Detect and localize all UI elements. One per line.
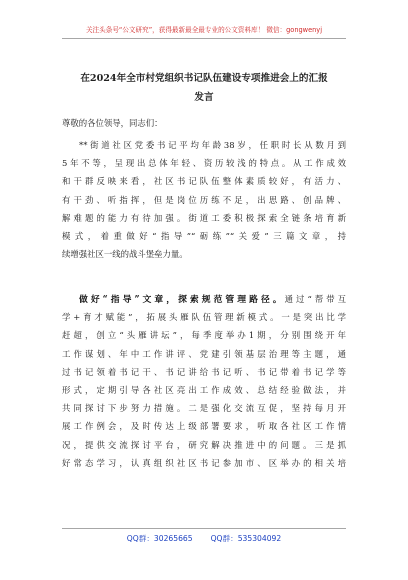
paragraph-1-line: 解难题的能力有待加强。街道工委积极探索全链条培育新 bbox=[62, 212, 346, 223]
footer-contacts bbox=[0, 533, 408, 544]
promo-banner: 关注头条号“公文研究”，获得最新最全最专业的公文资料库！ 微信：gongwenyj bbox=[85, 26, 323, 34]
paragraph-1-line: **街道社区党委书记平均年龄38岁，任职时长从数月到 bbox=[79, 140, 346, 150]
document-title-line-2: 发言 bbox=[194, 92, 214, 103]
paragraph-2-line: 展工作例会，及时传达上级部署要求，听取各社区工作情 bbox=[62, 421, 346, 432]
paragraph-1-line: 续增强社区一线的战斗堡垒力量。 bbox=[62, 249, 188, 260]
paragraph-2-first-line-rest: 通过“帮带互 bbox=[284, 294, 346, 304]
qq-group-2: QQ群：535304092 bbox=[210, 534, 282, 543]
paragraph-2-line: 赶超，创立“头雁讲坛”，每季度举办1期，分别围绕开年 bbox=[62, 330, 346, 341]
header-divider bbox=[62, 38, 346, 39]
paragraph-2-line: 形式，定期引导各社区亮出工作成效、总结经验做法，并 bbox=[62, 384, 346, 395]
paragraph-2-line: 过书记领着书记干、书记讲给书记听、书记带着书记学等 bbox=[62, 366, 346, 377]
paragraph-2-line: 工作谋划、年中工作讲评、党建引领基层治理等主题，通 bbox=[62, 348, 346, 359]
paragraph-2 bbox=[62, 290, 346, 472]
paragraph-1-line: 5年不等，呈现出总体年轻、资历较浅的特点。从工作成效 bbox=[62, 158, 346, 169]
paragraph-2-line: 共同探讨下步努力措施。二是强化交流互促，坚持每月开 bbox=[62, 403, 346, 414]
paragraph-2-line: 好常态学习，认真组织社区书记参加市、区举办的相关培 bbox=[62, 457, 346, 468]
paragraph-2-line: 况，提供交流探讨平台，研究解决推进中的问题。三是抓 bbox=[62, 439, 346, 450]
paragraph-1-line: 和干群反映来看，社区书记队伍整体素质较好，有活力、 bbox=[62, 176, 346, 187]
salutation: 尊敬的各位领导，同志们： bbox=[62, 118, 163, 128]
paragraph-2-line bbox=[62, 290, 346, 308]
paragraph-2-heading: 做好“指导”文章，探索规范管理路径。 bbox=[79, 295, 285, 305]
document-title-line-1: 在2024年全市村党组织书记队伍建设专项推进会上的汇报 bbox=[80, 73, 328, 84]
paragraph-1-line: 有干劲、听指挥，但是岗位历练不足，出思路、创品牌、 bbox=[62, 194, 346, 205]
paragraph-1-line: 模式，着重做好“指导”“砺练”“关爱”三篇文章，持 bbox=[62, 230, 346, 241]
paragraph-2-line: 学+育才赋能”，拓展头雁队伍管理新模式。一是突出比学 bbox=[62, 312, 346, 323]
paragraph-1 bbox=[62, 136, 346, 263]
qq-group-1: QQ群：30265665 bbox=[126, 534, 193, 543]
footer-divider bbox=[62, 528, 346, 529]
